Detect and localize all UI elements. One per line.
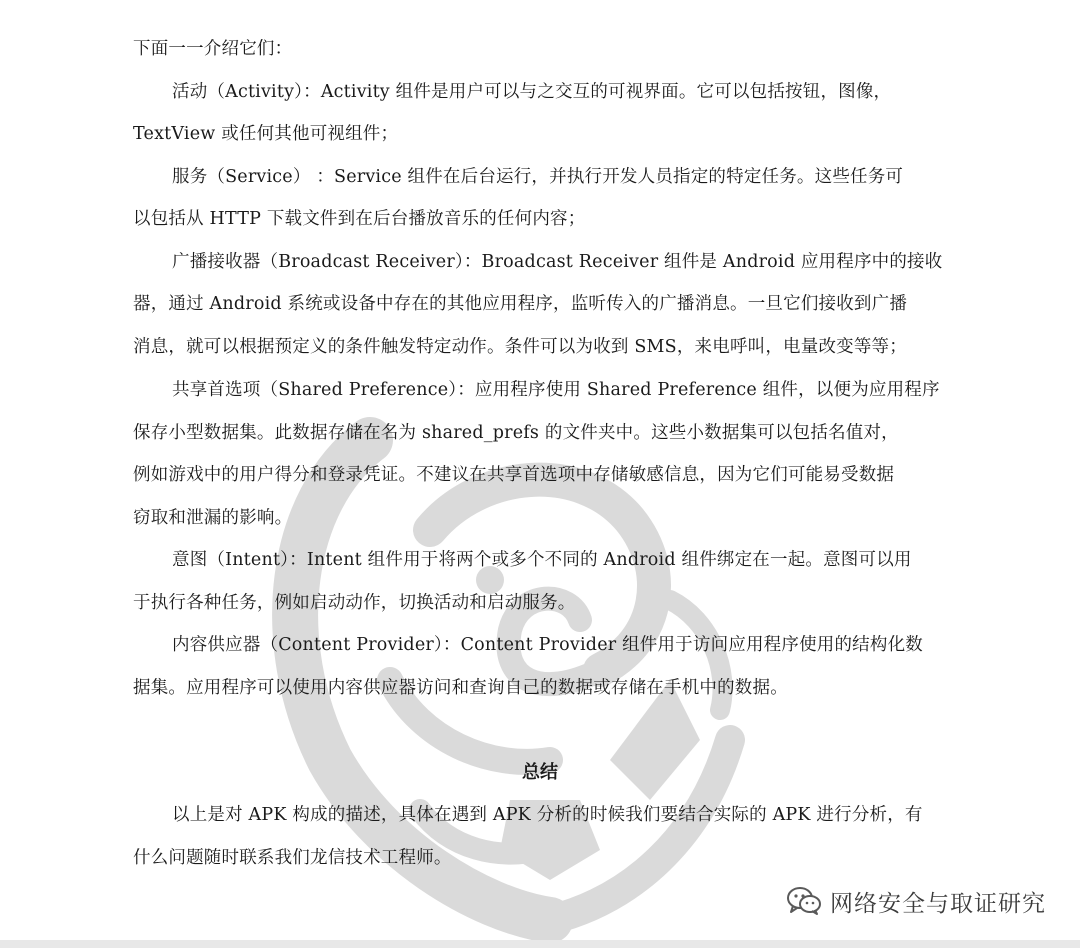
- paragraph-line: 服务（Service） ：Service 组件在后台运行，并执行开发人员指定的特定任务。这些任务可: [172, 167, 904, 187]
- paragraph-line: 意图（Intent）：Intent 组件用于将两个或多个不同的 Android 组件绑定在一起。意图可以用: [172, 550, 912, 570]
- account-badge: [786, 884, 1046, 918]
- paragraph-line: 器，通过 Android 系统或设备中存在的其他应用程序，监听传入的广播消息。一旦它们接收到广播: [133, 294, 908, 314]
- paragraph-line: 下面一一介绍它们：: [133, 39, 293, 59]
- section-heading: 总结: [522, 762, 558, 783]
- paragraph-line: 以包括从 HTTP 下载文件到在后台播放音乐的任何内容；: [133, 209, 586, 229]
- paragraph-line: 内容供应器（Content Provider）：Content Provider 组件用于访问应用程序使用的结构化数: [172, 635, 923, 655]
- paragraph-line: 消息，就可以根据预定义的条件触发特定动作。条件可以为收到 SMS，来电呼叫，电量改变等等；: [133, 337, 907, 357]
- summary-line: 以上是对 APK 构成的描述，具体在遇到 APK 分析的时候我们要结合实际的 APK 进行分析，有: [172, 805, 923, 825]
- paragraph-line: TextView 或任何其他可视组件；: [133, 124, 399, 144]
- account-name: 网络安全与取证研究: [830, 890, 1046, 917]
- paragraph-line: 广播接收器（Broadcast Receiver）：Broadcast Receiver 组件是 Android 应用程序中的接收: [172, 252, 943, 272]
- paragraph-line: 活动（Activity）：Activity 组件是用户可以与之交互的可视界面。它可以包括按钮，图像，: [172, 82, 892, 102]
- paragraph-line: 于执行各种任务，例如启动动作，切换活动和启动服务。: [133, 593, 576, 613]
- paragraph-line: 据集。应用程序可以使用内容供应器访问和查询自己的数据或存储在手机中的数据。: [133, 678, 788, 698]
- wechat-icon: [786, 886, 822, 916]
- paragraph-line: 共享首选项（Shared Preference）：应用程序使用 Shared Preference 组件，以便为应用程序: [172, 380, 940, 400]
- paragraph-line: 保存小型数据集。此数据存储在名为 shared_prefs 的文件夹中。这些小数据集可以包括名值对，: [133, 423, 899, 443]
- paragraph-line: 例如游戏中的用户得分和登录凭证。不建议在共享首选项中存储敏感信息，因为它们可能易受数据: [133, 465, 895, 485]
- summary-line: 什么问题随时联系我们龙信技术工程师。: [133, 848, 452, 868]
- paragraph-line: 窃取和泄漏的影响。: [133, 508, 293, 528]
